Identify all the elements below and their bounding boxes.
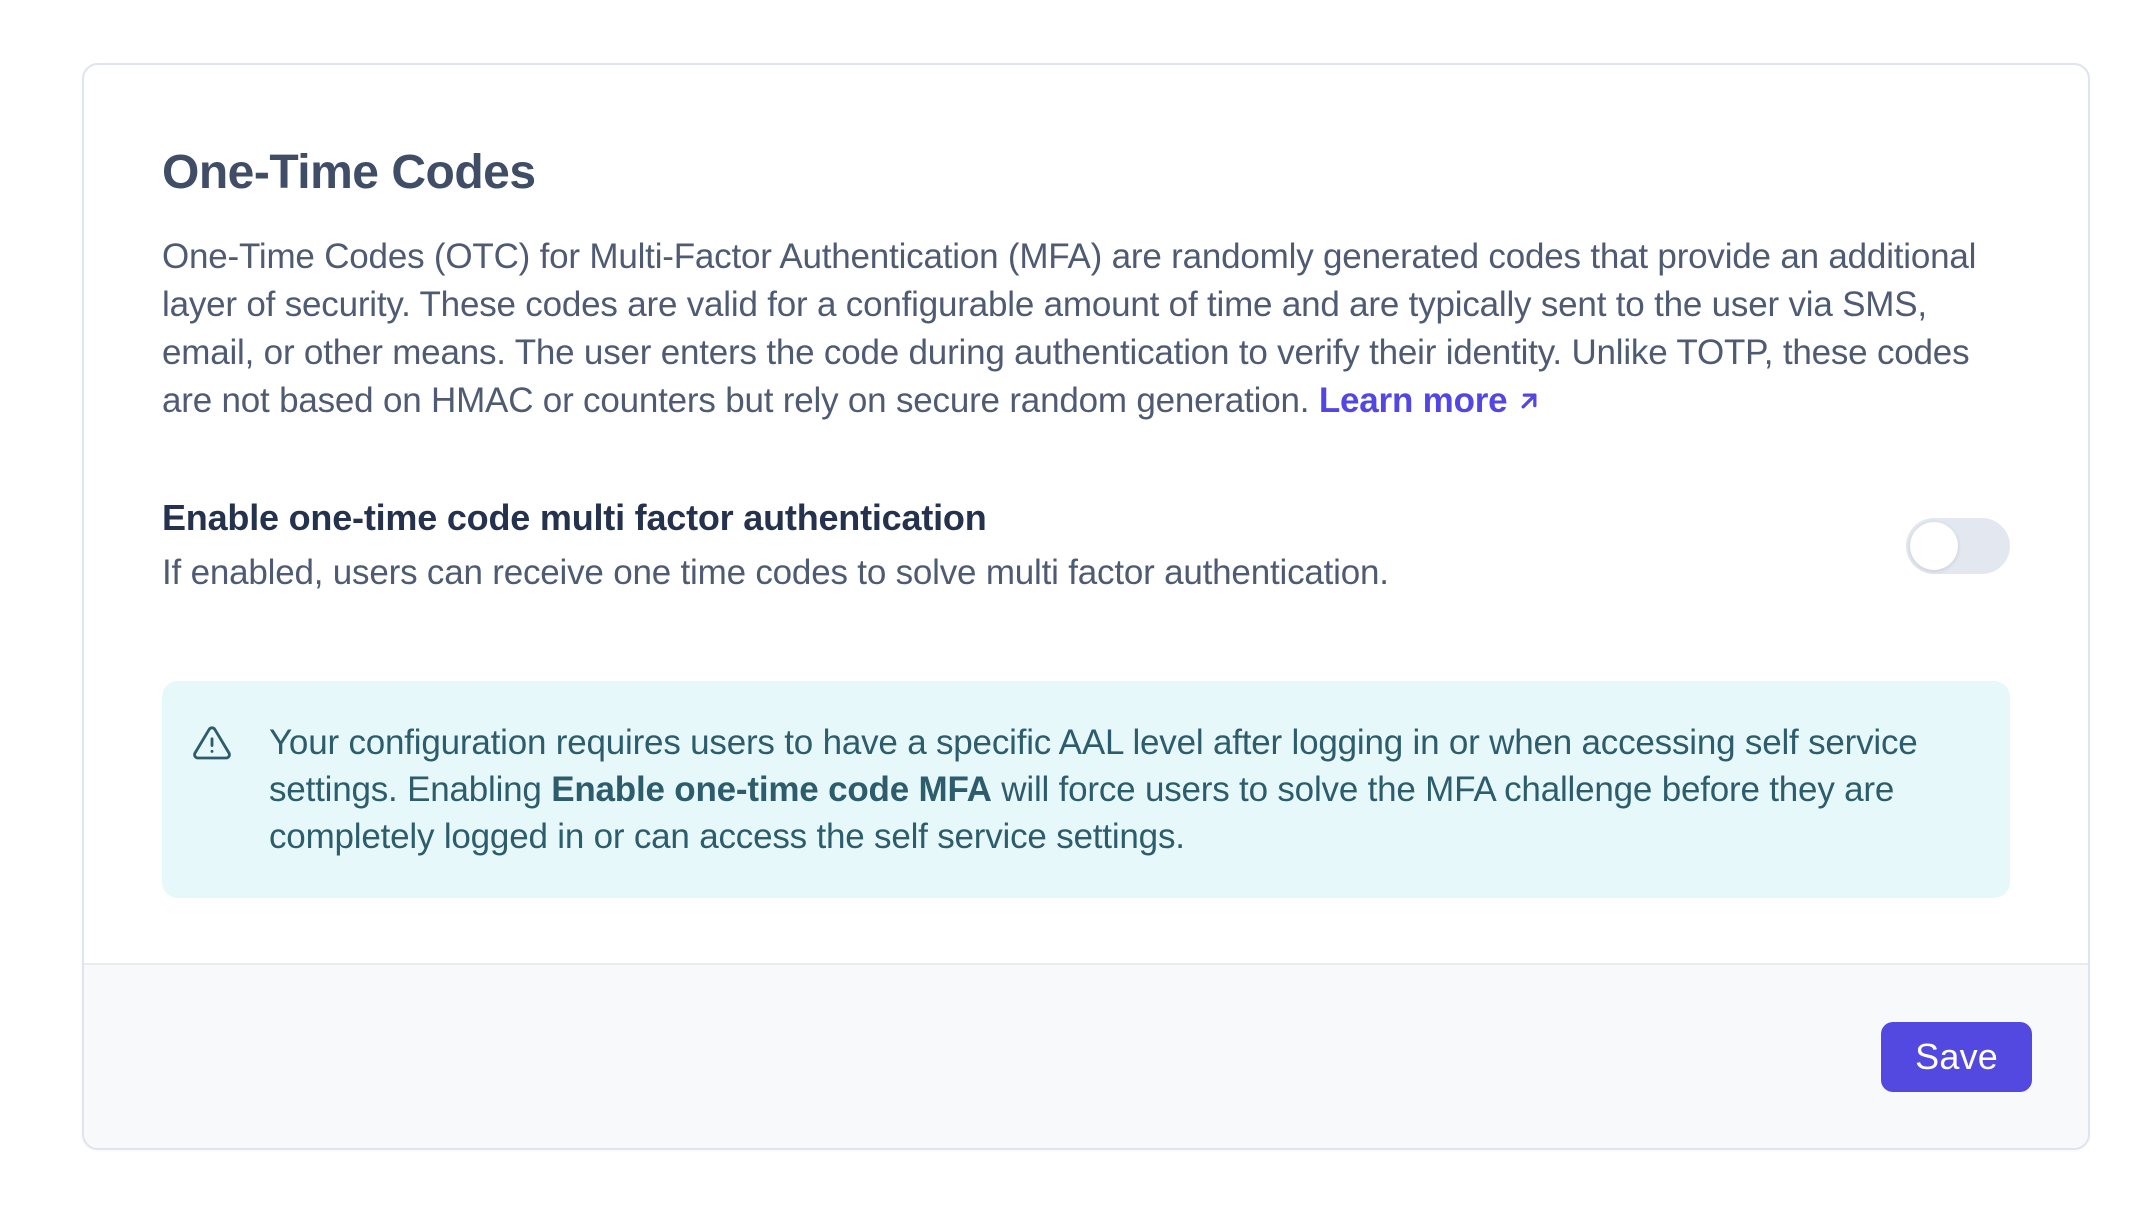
toggle-sublabel: If enabled, users can receive one time codes to solve multi factor authentication. (162, 553, 1389, 592)
page-title: One-Time Codes (162, 146, 536, 199)
learn-more-label: Learn more (1318, 381, 1508, 420)
card-body (84, 65, 2088, 963)
warning-text (269, 719, 1962, 860)
one-time-codes-card (82, 63, 2090, 1150)
save-button[interactable]: Save (1881, 1022, 2032, 1092)
description (162, 233, 2010, 425)
warning-text-start: Your configuration requires users to have a specific AAL level after logging in or when accessing self service settings. Enabling (269, 723, 1918, 809)
toggle-knob (1910, 522, 1958, 570)
otc-toggle-row (162, 495, 2010, 597)
card-footer (84, 963, 2088, 1148)
toggle-texts (162, 495, 1389, 597)
warning-triangle-icon (192, 723, 232, 763)
otc-toggle-switch[interactable] (1906, 518, 2010, 574)
description-text: One-Time Codes (OTC) for Multi-Factor Authentication (MFA) are randomly generated codes that provide an additional layer of security. These codes are valid for a configurable amount of time and are typically sent to the user via SMS, email, or other means. The user enters the code during authentication to verify their identity. Unlike TOTP, these codes are not based on HMAC or counters but rely on secure random generation. (162, 237, 1977, 420)
warning-text-bold: Enable one-time code MFA (551, 770, 992, 809)
aal-warning-banner (162, 681, 2010, 898)
learn-more-link[interactable] (1319, 381, 1544, 420)
external-link-arrow-icon (1515, 387, 1543, 415)
warning-text-end: will force users to solve the MFA challenge before they are completely logged in or can access the self service settings. (269, 770, 1895, 856)
toggle-label: Enable one-time code multi factor authentication (162, 497, 987, 538)
